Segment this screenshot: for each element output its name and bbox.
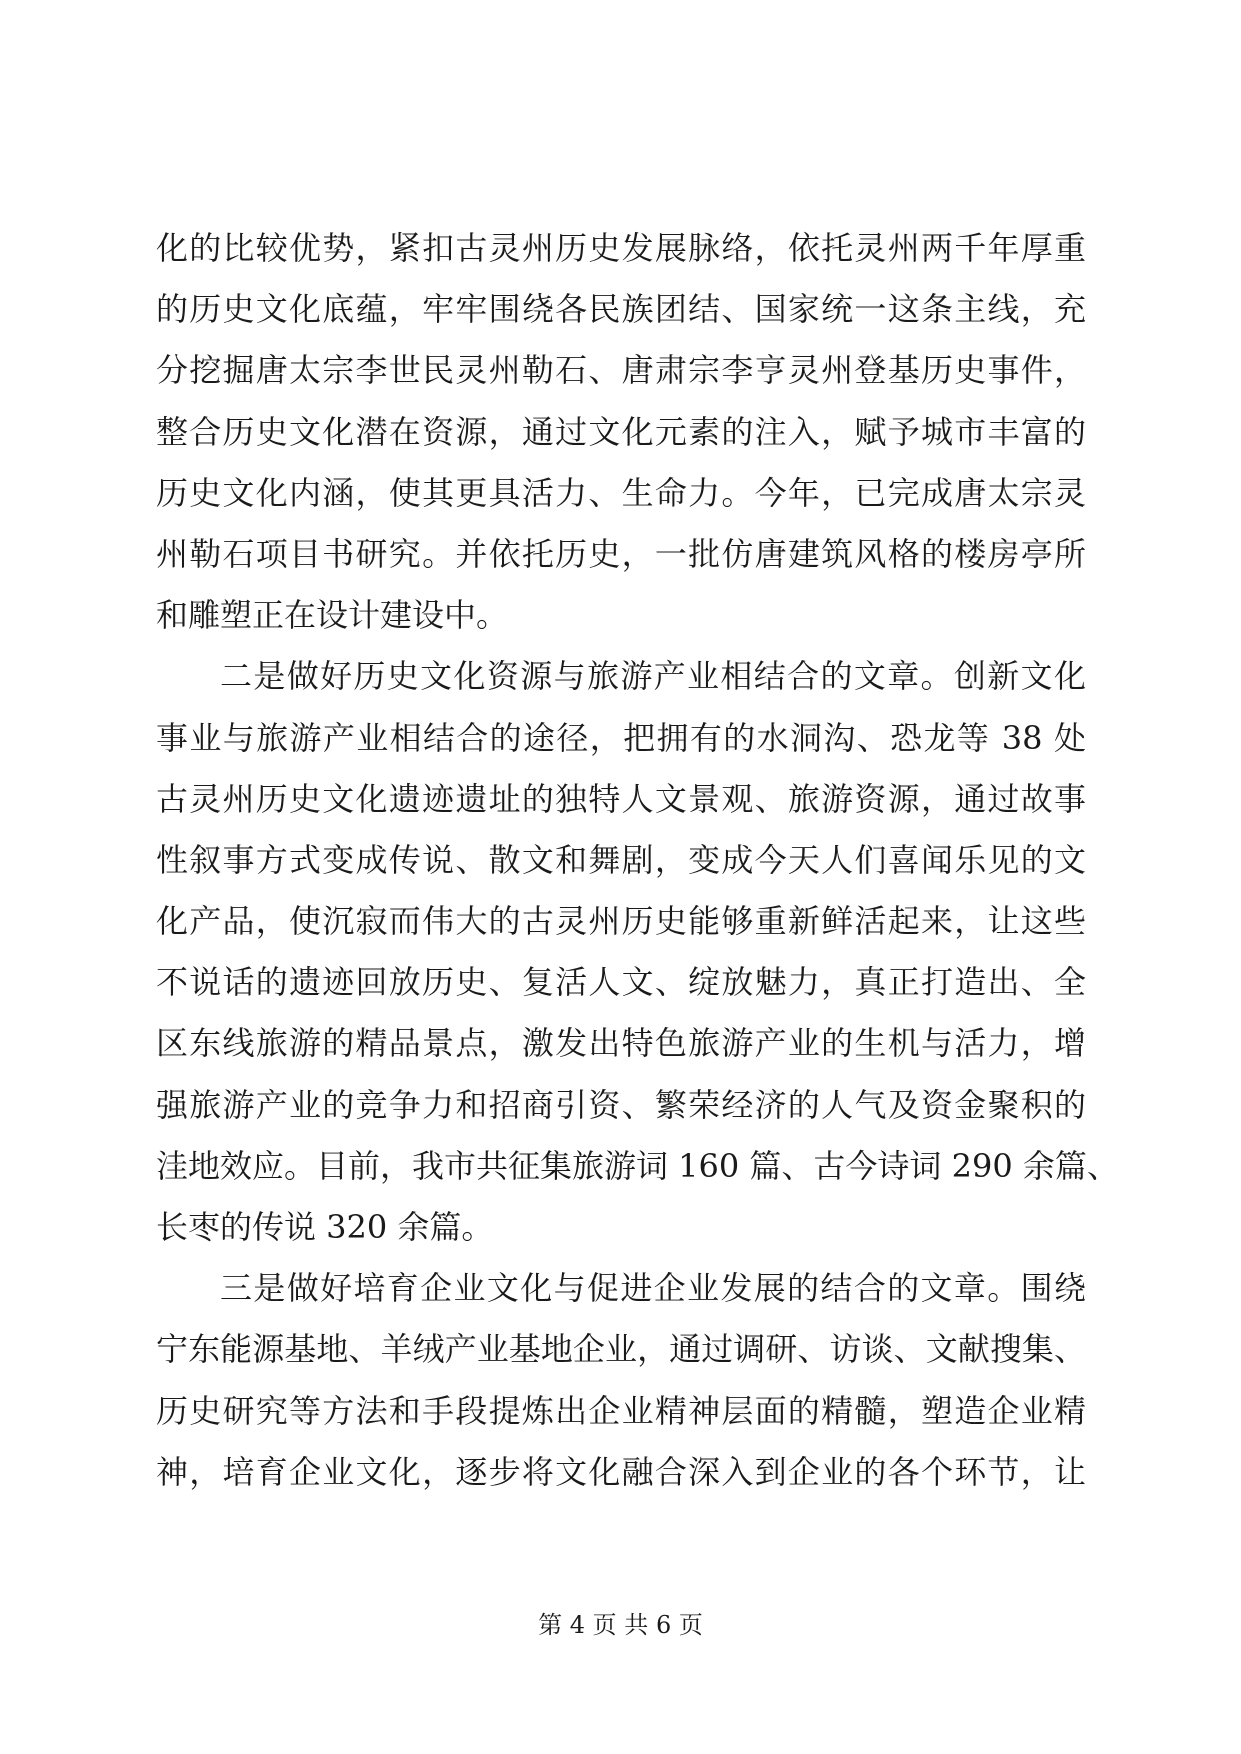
text-line: 整合历史文化潜在资源，通过文化元素的注入，赋予城市丰富的 <box>156 412 1086 451</box>
text-line: 化的比较优势，紧扣古灵州历史发展脉络，依托灵州两千年厚重 <box>156 229 1086 267</box>
text-line: 强旅游产业的竞争力和招商引资、繁荣经济的人气及资金聚积的 <box>156 1085 1086 1124</box>
paragraph-1 <box>156 218 1086 646</box>
text-line: 历史研究等方法和手段提炼出企业精神层面的精髓，塑造企业精 <box>156 1391 1086 1430</box>
text-line: 历史文化内涵，使其更具活力、生命力。今年，已完成唐太宗灵 <box>156 473 1086 512</box>
text-line: 宁东能源基地、羊绒产业基地企业，通过调研、访谈、文献搜集、 <box>156 1330 1086 1369</box>
text-line: 州勒石项目书研究。并依托历史，一批仿唐建筑风格的楼房亭所 <box>156 534 1086 573</box>
text-line: 长枣的传说 320 余篇。 <box>156 1208 494 1246</box>
paragraph-2 <box>156 646 1119 1258</box>
text-line: 不说话的遗迹回放历史、复活人文、绽放魅力，真正打造出、全 <box>156 963 1086 1002</box>
text-line: 洼地效应。目前，我市共征集旅游词 160 篇、古今诗词 290 余篇、 <box>156 1146 1119 1185</box>
paragraph-3 <box>156 1258 1086 1503</box>
text-line: 分挖掘唐太宗李世民灵州勒石、唐肃宗李亨灵州登基历史事件， <box>156 351 1086 390</box>
text-line: 的历史文化底蕴，牢牢围绕各民族团结、国家统一这条主线，充 <box>156 290 1086 329</box>
page-number: 第 4 页 共 6 页 <box>538 1611 703 1639</box>
text-line: 二是做好历史文化资源与旅游产业相结合的文章。创新文化 <box>220 657 1086 696</box>
text-line: 区东线旅游的精品景点，激发出特色旅游产业的生机与活力，增 <box>156 1024 1086 1063</box>
document-body <box>156 218 1119 1503</box>
text-line: 神，培育企业文化，逐步将文化融合深入到企业的各个环节，让 <box>156 1452 1086 1491</box>
text-line: 三是做好培育企业文化与促进企业发展的结合的文章。围绕 <box>220 1269 1086 1308</box>
text-line: 化产品，使沉寂而伟大的古灵州历史能够重新鲜活起来，让这些 <box>156 902 1086 941</box>
text-line: 和雕塑正在设计建设中。 <box>156 596 509 635</box>
text-line: 性叙事方式变成传说、散文和舞剧，变成今天人们喜闻乐见的文 <box>156 840 1086 879</box>
text-line: 事业与旅游产业相结合的途径，把拥有的水洞沟、恐龙等 38 处 <box>156 718 1086 757</box>
text-line: 古灵州历史文化遗迹遗址的独特人文景观、旅游资源，通过故事 <box>156 779 1086 818</box>
